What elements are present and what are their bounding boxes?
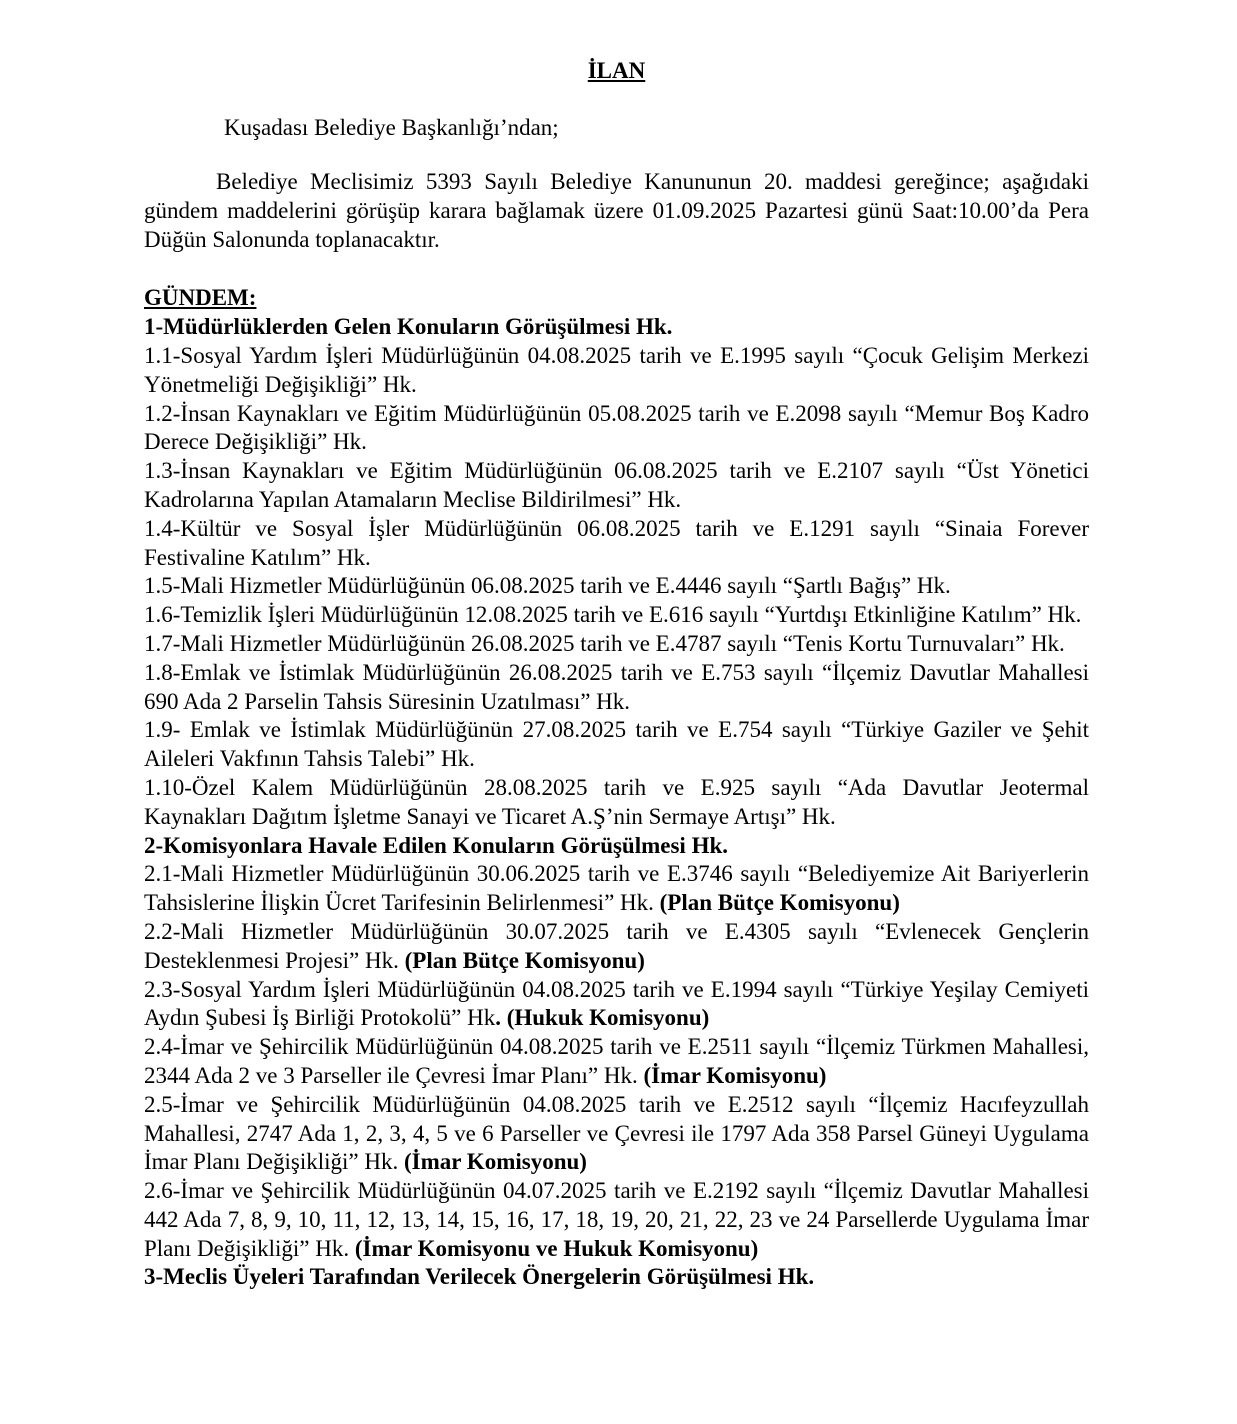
intro-paragraph: Belediye Meclisimiz 5393 Sayılı Belediye Kanununun 20. maddesi gereğince; aşağıdaki gündem maddelerini görüşüp karara bağlamak üzere 01.09.2025 Pazartesi günü Saat:10.00’da Pera Düğün Salonunda toplanacaktır. — [144, 169, 1089, 252]
agenda-item — [144, 1177, 1089, 1263]
agenda-item — [144, 659, 1089, 717]
agenda-item-text: 2.6-İmar ve Şehircilik Müdürlüğünün 04.07.2025 tarih ve E.2192 sayılı “İlçemiz Davutlar Mahallesi 442 Ada 7, 8, 9, 10, 11, 12, 13, 14, 15, 16, 17, 18, 19, 20, 21, 22, 23 ve 24 Parsellerde Uygulama İmar Planı Değişikliği” Hk. — [144, 1178, 1089, 1261]
agenda-item-text: 1.3-İnsan Kaynakları ve Eğitim Müdürlüğünün 06.08.2025 tarih ve E.2107 sayılı “Üst Yönetici Kadrolarına Yapılan Atamaların Meclise Bildirilmesi” Hk. — [144, 458, 1089, 512]
agenda-item — [144, 774, 1089, 832]
agenda-item-text: 1.5-Mali Hizmetler Müdürlüğünün 06.08.2025 tarih ve E.4446 sayılı “Şartlı Bağış” Hk. — [144, 573, 951, 599]
agenda-item-committee: (Plan Bütçe Komisyonu) — [404, 947, 645, 973]
announcement-page — [144, 56, 1089, 1292]
document-title: İLAN — [587, 58, 646, 83]
agenda-item-committee: . (Hukuk Komisyonu) — [495, 1005, 710, 1031]
agenda-item — [144, 342, 1089, 400]
agenda-item — [144, 976, 1089, 1034]
agenda-item-committee: (İmar Komisyonu) — [404, 1149, 587, 1175]
agenda-item-text: 2.4-İmar ve Şehircilik Müdürlüğünün 04.08.2025 tarih ve E.2511 sayılı “İlçemiz Türkmen Mahallesi, 2344 Ada 2 ve 3 Parseller ile Çevresi İmar Planı” Hk. — [144, 1034, 1089, 1088]
agenda-item — [144, 1091, 1089, 1177]
agenda-item-text: 1.7-Mali Hizmetler Müdürlüğünün 26.08.2025 tarih ve E.4787 sayılı “Tenis Kortu Turnuvaları” Hk. — [144, 630, 1065, 656]
agenda-list — [144, 313, 1089, 1292]
agenda-item — [144, 572, 1089, 601]
agenda-item — [144, 716, 1089, 774]
agenda-item-text: 1.4-Kültür ve Sosyal İşler Müdürlüğünün 06.08.2025 tarih ve E.1291 sayılı “Sinaia Forever Festivaline Katılım” Hk. — [144, 515, 1089, 570]
agenda-item-text: 1.9- Emlak ve İstimlak Müdürlüğünün 27.08.2025 tarih ve E.754 sayılı “Türkiye Gaziler ve Şehit Aileleri Vakfının Tahsis Talebi” Hk. — [144, 717, 1089, 772]
agenda-item-committee: (İmar Komisyonu ve Hukuk Komisyonu) — [354, 1235, 759, 1261]
agenda-item-text: 2.3-Sosyal Yardım İşleri Müdürlüğünün 04.08.2025 tarih ve E.1994 sayılı “Türkiye Yeşilay Cemiyeti Aydın Şubesi İş Birliği Protokolü” Hk — [144, 976, 1089, 1031]
agenda-item-text: 1.2-İnsan Kaynakları ve Eğitim Müdürlüğünün 05.08.2025 tarih ve E.2098 sayılı “Memur Boş Kadro Derece Değişikliği” Hk. — [144, 400, 1089, 455]
agenda-item — [144, 457, 1089, 515]
agenda-item — [144, 601, 1089, 630]
agenda-section-heading: 2-Komisyonlara Havale Edilen Konuların Görüşülmesi Hk. — [144, 832, 729, 858]
agenda-item-text: 2.1-Mali Hizmetler Müdürlüğünün 30.06.2025 tarih ve E.3746 sayılı “Belediyemize Ait Bariyerlerin Tahsislerine İlişkin Ücret Tarifesinin Belirlenmesi” Hk. — [144, 861, 1089, 916]
agenda-item — [144, 515, 1089, 573]
agenda-item-text: 1.1-Sosyal Yardım İşleri Müdürlüğünün 04.08.2025 tarih ve E.1995 sayılı “Çocuk Gelişim Merkezi Yönetmeliği Değişikliği” Hk. — [144, 342, 1089, 397]
agenda-item-committee: (İmar Komisyonu) — [643, 1062, 827, 1088]
agenda-section-heading: 1-Müdürlüklerden Gelen Konuların Görüşülmesi Hk. — [144, 314, 673, 340]
agenda-section-heading: 3-Meclis Üyeleri Tarafından Verilecek Önergelerin Görüşülmesi Hk. — [144, 1264, 815, 1290]
agenda-item-text: 1.10-Özel Kalem Müdürlüğünün 28.08.2025 tarih ve E.925 sayılı “Ada Davutlar Jeotermal Kaynakları Dağıtım İşletme Sanayi ve Ticaret A.Ş’nin Sermaye Artışı” Hk. — [144, 774, 1089, 829]
agenda-item-committee: (Plan Bütçe Komisyonu) — [659, 890, 900, 916]
agenda-item — [144, 630, 1089, 659]
agenda-title: GÜNDEM: — [144, 285, 257, 311]
agenda-item-text: 2.2-Mali Hizmetler Müdürlüğünün 30.07.2025 tarih ve E.4305 sayılı “Evlenecek Gençlerin Desteklenmesi Projesi” Hk. — [144, 918, 1089, 973]
agenda-item — [144, 400, 1089, 458]
agenda-item-text: 2.5-İmar ve Şehircilik Müdürlüğünün 04.08.2025 tarih ve E.2512 sayılı “İlçemiz Hacıfeyzullah Mahallesi, 2747 Ada 1, 2, 3, 4, 5 ve 6 Parseller ve Çevresi ile 1797 Ada 358 Parsel Güneyi Uygulama İmar Planı Değişikliği” Hk. — [144, 1091, 1089, 1175]
agenda-item — [144, 1033, 1089, 1091]
agenda-item — [144, 860, 1089, 918]
agenda-item — [144, 918, 1089, 976]
agenda-item-text: 1.8-Emlak ve İstimlak Müdürlüğünün 26.08.2025 tarih ve E.753 sayılı “İlçemiz Davutlar Mahallesi 690 Ada 2 Parselin Tahsis Süresinin Uzatılması” Hk. — [144, 659, 1089, 714]
issuer-line: Kuşadası Belediye Başkanlığı’ndan; — [224, 115, 559, 140]
agenda-item-text: 1.6-Temizlik İşleri Müdürlüğünün 12.08.2025 tarih ve E.616 sayılı “Yurtdışı Etkinliğine Katılım” Hk. — [144, 602, 1082, 628]
